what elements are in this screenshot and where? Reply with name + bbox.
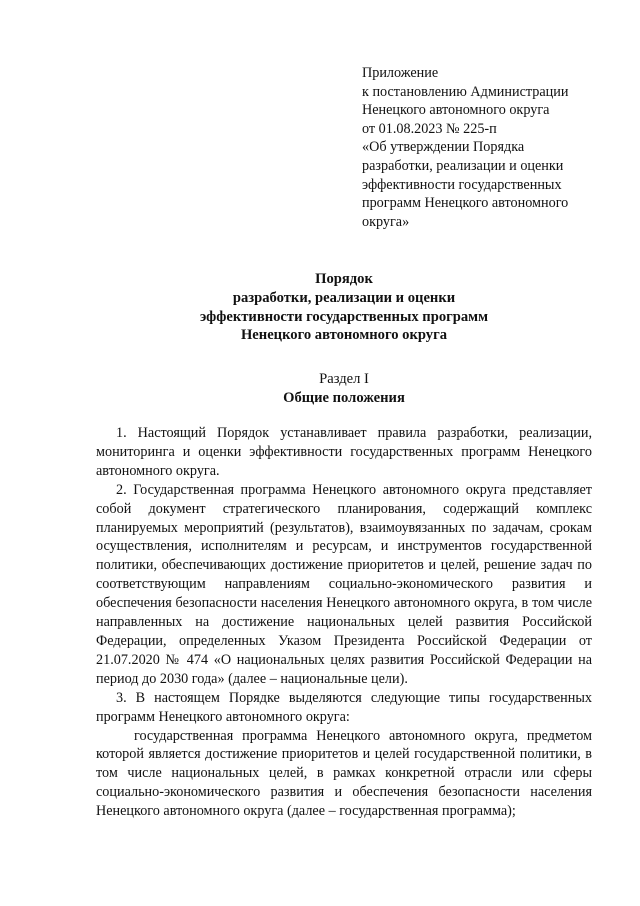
- annex-line: Приложение: [362, 65, 439, 81]
- title-line: Порядок: [315, 271, 373, 287]
- document-title: [96, 270, 592, 345]
- paragraph-1: 1. Настоящий Порядок устанавливает правила разработки, реализации, мониторинга и оценки эффективности государственных программ Ненецкого автономного округа.: [96, 425, 592, 479]
- section-heading: Общие положения: [283, 390, 405, 406]
- annex-line: «Об утверждении Порядка: [362, 139, 525, 156]
- annex-line: округа»: [362, 213, 410, 230]
- section-number: Раздел I: [319, 371, 369, 387]
- title-line: Ненецкого автономного округа: [240, 327, 448, 344]
- section-header: [96, 370, 592, 408]
- paragraph-3: 3. В настоящем Порядке выделяются следующие типы государственных программ Ненецкого автономного округа:: [96, 689, 592, 725]
- title-line: эффективности государственных программ: [199, 308, 489, 325]
- annex-line: эффективности государственных: [362, 176, 562, 193]
- annex-block: [362, 64, 632, 231]
- annex-line: Ненецкого автономного округа: [362, 102, 550, 119]
- paragraph-4: государственная программа Ненецкого автономного округа, предметом которой является достижение приоритетов и целей государственной политики, в том числе национальных целей, в рамках конкретной отрасли или сферы социально-экономического развития и обеспечения безопасности населения Ненецкого автономного округа (далее – государственная программа);: [96, 727, 592, 820]
- annex-line: к постановлению Администрации: [362, 83, 569, 100]
- annex-line: от 01.08.2023 № 225-п: [362, 120, 497, 137]
- annex-line: разработки, реализации и оценки: [362, 157, 564, 174]
- title-line: разработки, реализации и оценки: [232, 289, 456, 306]
- document-body: [96, 424, 592, 821]
- annex-line: программ Ненецкого автономного: [362, 195, 569, 212]
- paragraph-2: 2. Государственная программа Ненецкого автономного округа представляет собой документ стратегического планирования, содержащий комплекс планируемых мероприятий (результатов), взаимоувязанных по задачам, срокам осуществления, исполнителям и ресурсам, и инструментов государственной политики, обеспечивающих достижение приоритетов и целей, решение задач по соответствующим направлениям социально-экономического развития и обеспечения безопасности населения Ненецкого автономного округа, в том числе направленных на достижение национальных целей развития Российской Федерации, определенных Указом Президента Российской Федерации от 21.07.2020 № 474 «О национальных целях развития Российской Федерации на период до 2030 года» (далее – национальные цели).: [96, 481, 592, 687]
